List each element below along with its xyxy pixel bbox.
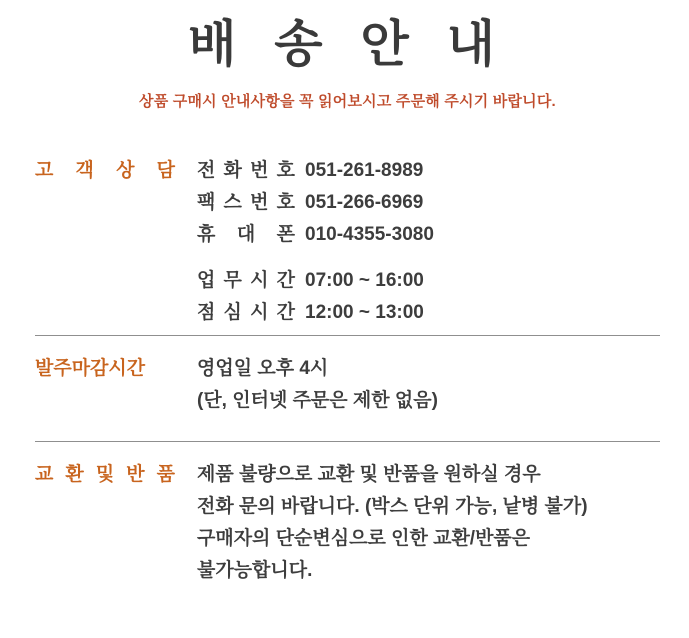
section-label-order-deadline: 발주마감시간 xyxy=(35,358,146,379)
page-subtitle: 상품 구매시 안내사항을 꼭 읽어보시고 주문해 주시기 바랍니다. xyxy=(139,93,556,110)
info-value-fax: 051-266-6969 xyxy=(305,192,424,213)
section-exchange-return xyxy=(35,442,660,605)
order-deadline-content xyxy=(197,353,438,417)
info-value-mobile: 010-4355-3080 xyxy=(305,224,434,245)
info-key-business-hours: 업 무 시 간 xyxy=(197,270,295,291)
info-key-lunch-hours: 점 심 시 간 xyxy=(197,302,295,323)
page-title: 배 송 안 내 xyxy=(188,16,507,72)
section-label-customer-service: 고 객 상 담 xyxy=(35,160,175,181)
info-row-lunch-hours xyxy=(197,297,434,329)
section-customer-service xyxy=(35,155,660,329)
info-row-fax xyxy=(197,187,434,219)
customer-service-content xyxy=(197,155,434,329)
row-spacer xyxy=(197,251,434,265)
content-line: 제품 불량으로 교환 및 반품을 원하실 경우 xyxy=(197,464,541,485)
info-row-business-hours xyxy=(197,265,434,297)
info-value-lunch-hours: 12:00 ~ 13:00 xyxy=(305,302,424,323)
info-key-mobile: 휴 대 폰 xyxy=(197,224,295,245)
info-key-phone: 전 화 번 호 xyxy=(197,160,295,181)
info-value-phone: 051-261-8989 xyxy=(305,160,424,181)
info-key-fax: 팩 스 번 호 xyxy=(197,192,295,213)
content-line: 전화 문의 바랍니다. (박스 단위 가능, 낱병 불가) xyxy=(197,496,588,517)
section-label-exchange-return: 교 환 및 반 품 xyxy=(35,464,175,485)
content-line: 구매자의 단순변심으로 인한 교환/반품은 xyxy=(197,528,531,549)
info-value-business-hours: 07:00 ~ 16:00 xyxy=(305,270,424,291)
info-row-phone xyxy=(197,155,434,187)
content-line: (단, 인터넷 주문은 제한 없음) xyxy=(197,390,438,411)
content-line: 불가능합니다. xyxy=(197,560,313,581)
info-row-mobile xyxy=(197,219,434,251)
section-order-deadline xyxy=(35,336,660,435)
exchange-return-content xyxy=(197,459,588,587)
content-line: 영업일 오후 4시 xyxy=(197,358,329,379)
